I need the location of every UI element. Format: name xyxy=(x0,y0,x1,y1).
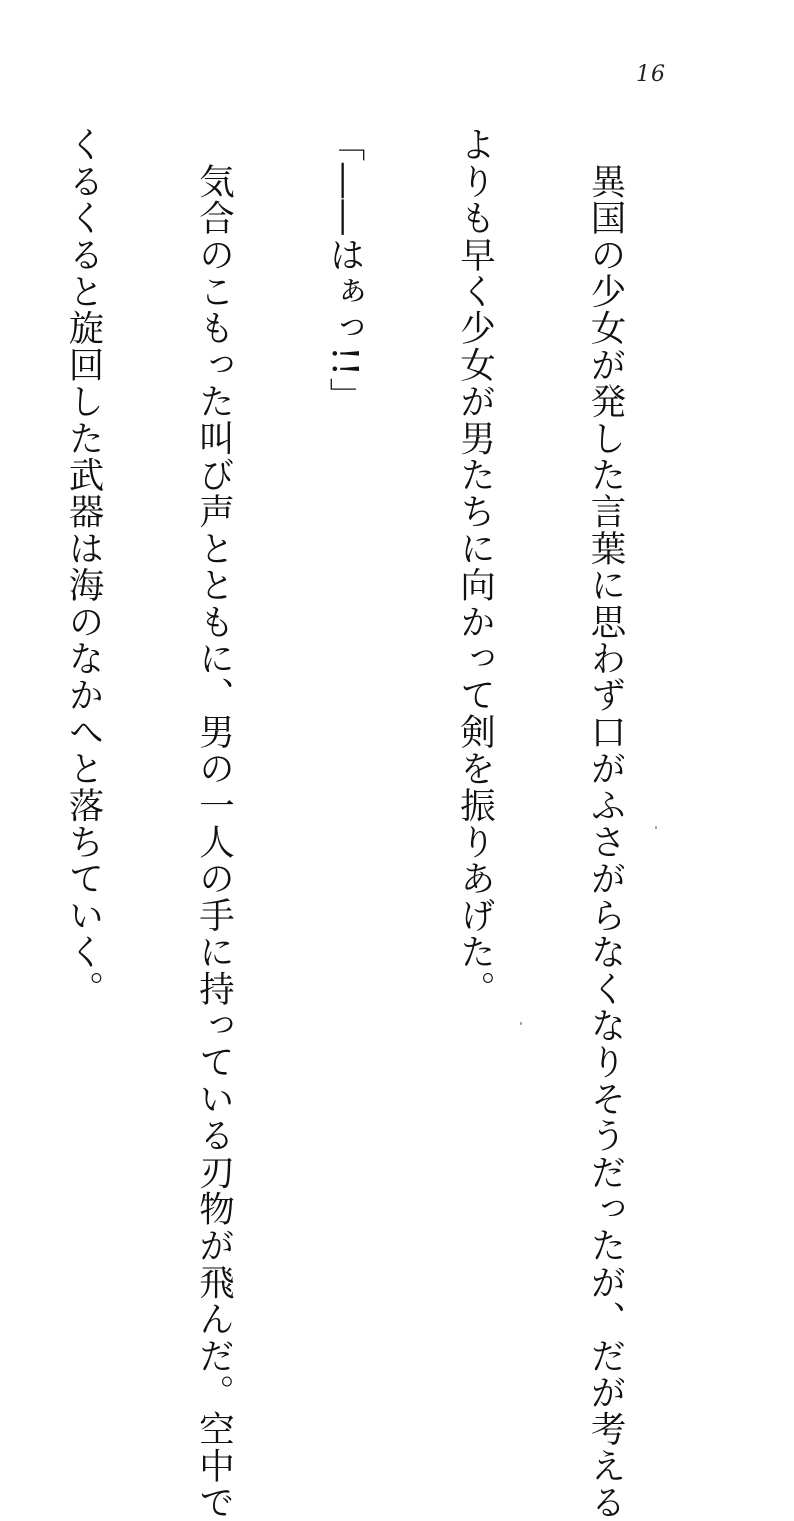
scan-speck xyxy=(520,1022,522,1025)
text-line: 異国の少女が発した言葉に思わず口がふさがらなくなりそうだったが、だが考える xyxy=(585,126,626,1521)
scan-speck xyxy=(655,826,657,829)
text-line: 「――はぁっ!!」 xyxy=(324,126,365,414)
page-number: 16 xyxy=(636,62,666,87)
text-line: くるくると旋回した武器は海のなかへと落ちていく。 xyxy=(63,126,104,1007)
text-line: 気合のこもった叫び声とともに、男の一人の手に持っている刃物が飛んだ。空中で xyxy=(193,126,235,1521)
text-line: よりも早く少女が男たちに向かって剣を振りあげた。 xyxy=(454,126,496,1007)
vertical-text-body xyxy=(0,126,714,1521)
